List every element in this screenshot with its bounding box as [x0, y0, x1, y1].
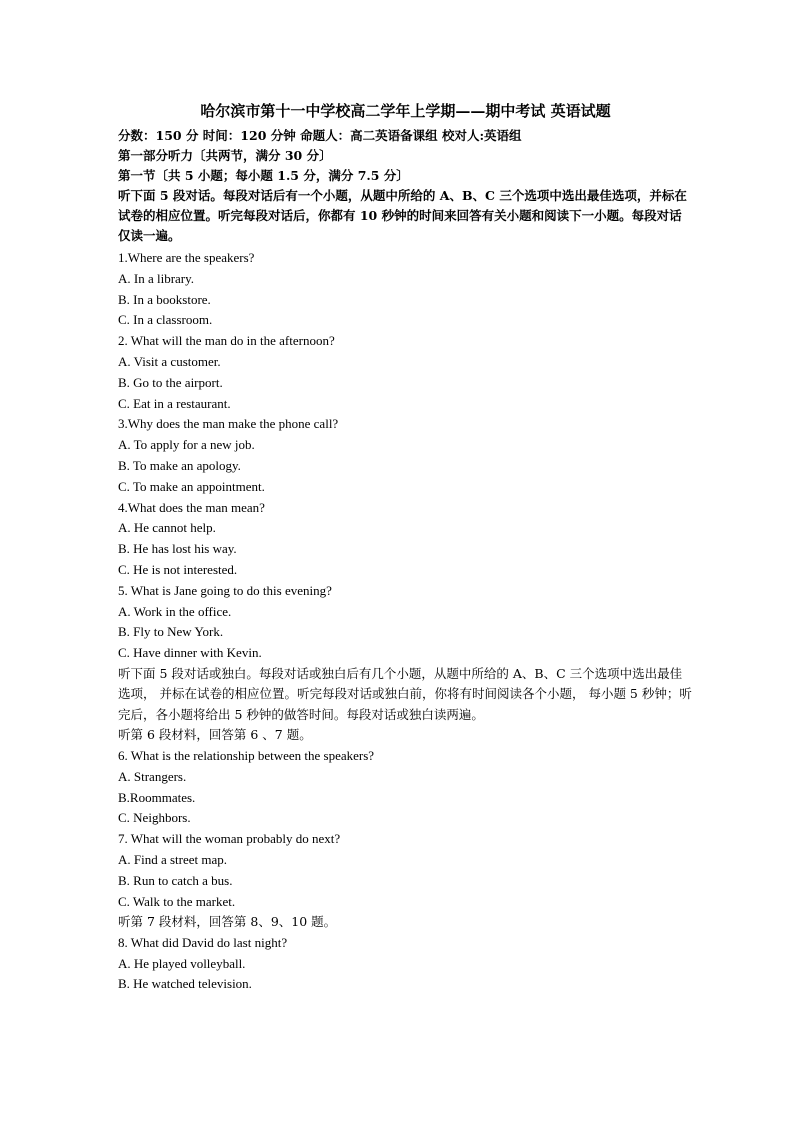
answer-option: A. To apply for a new job. — [118, 437, 255, 453]
question-text: 5. What is Jane going to do this evening? — [118, 582, 332, 598]
section1-directions: 听下面 5 段对话。每段对话后有一个小题，从题中所给的 A、B、C 三个选项中选出最佳选项，并标在试卷的相应位置。听完每段对话后，你都有 10 秒钟的时间来回答有关小题和阅读下一小题。每段对话仅读一遍。 — [118, 188, 687, 243]
question-text: 1.Where are the speakers? — [118, 250, 255, 265]
answer-option: A. He played volleyball. — [118, 955, 246, 971]
exam-meta: 分数：150 分 时间：120 分钟 命题人：高二英语备课组 校对人:英语组 — [118, 128, 522, 143]
answer-option: C. Eat in a restaurant. — [118, 395, 231, 411]
question-text: 2. What will the man do in the afternoon? — [118, 333, 335, 349]
answer-option: C. Walk to the market. — [118, 893, 236, 909]
answer-option: B. He watched television. — [118, 976, 252, 992]
answer-option: C. He is not interested. — [118, 561, 238, 577]
answer-option: B. Run to catch a bus. — [118, 872, 233, 888]
answer-option: C. Neighbors. — [118, 810, 191, 826]
section2-directions: 听下面 5 段对话或独白。每段对话或独白后有几个小题，从题中所给的 A、B、C 三个选项中选出最佳选项， 并标在试卷的相应位置。听完每段对话或独白前，你将有时间阅读各个小题， 每小题 5 秒钟；听完后，各小题将给出 5 秒钟的做答时间。每段对话或独白读两遍。 — [118, 665, 692, 722]
answer-option: A. Find a street map. — [118, 851, 228, 867]
section-heading: 第一节〔共 5 小题；每小题 1.5 分，满分 7.5 分〕 — [118, 168, 409, 183]
answer-option: B. Fly to New York. — [118, 624, 224, 640]
question-text: 6. What is the relationship between the speakers? — [118, 747, 375, 763]
answer-option: A. In a library. — [118, 270, 195, 286]
answer-option: A. Work in the office. — [118, 603, 232, 619]
question-text: 3.Why does the man make the phone call? — [118, 416, 339, 432]
group-instruction: 听第 7 段材料，回答第 8、9、10 题。 — [118, 914, 337, 930]
question-text: 7. What will the woman probably do next? — [118, 831, 341, 847]
exam-title: 哈尔滨市第十一中学校高二学年上学期——期中考试 英语试题 — [200, 102, 611, 120]
answer-option: C. To make an appointment. — [118, 478, 265, 494]
answer-option: A. Strangers. — [118, 768, 187, 784]
question-text: 4.What does the man mean? — [118, 499, 265, 515]
question-text: 8. What did David do last night? — [118, 934, 288, 950]
answer-option: C. In a classroom. — [118, 312, 213, 328]
answer-option: B. In a bookstore. — [118, 291, 211, 307]
answer-option: A. Visit a customer. — [118, 353, 221, 369]
exam-page — [118, 100, 693, 995]
answer-option: B. To make an apology. — [118, 457, 241, 473]
answer-option: B. He has lost his way. — [118, 541, 237, 557]
answer-option: B. Go to the airport. — [118, 374, 223, 390]
answer-option: C. Have dinner with Kevin. — [118, 645, 262, 661]
part-heading: 第一部分听力〔共两节，满分 30 分〕 — [118, 148, 332, 163]
answer-option: B.Roommates. — [118, 789, 196, 805]
group-instruction: 听第 6 段材料，回答第 6 、7 题。 — [118, 727, 312, 743]
answer-option: A. He cannot help. — [118, 520, 216, 536]
